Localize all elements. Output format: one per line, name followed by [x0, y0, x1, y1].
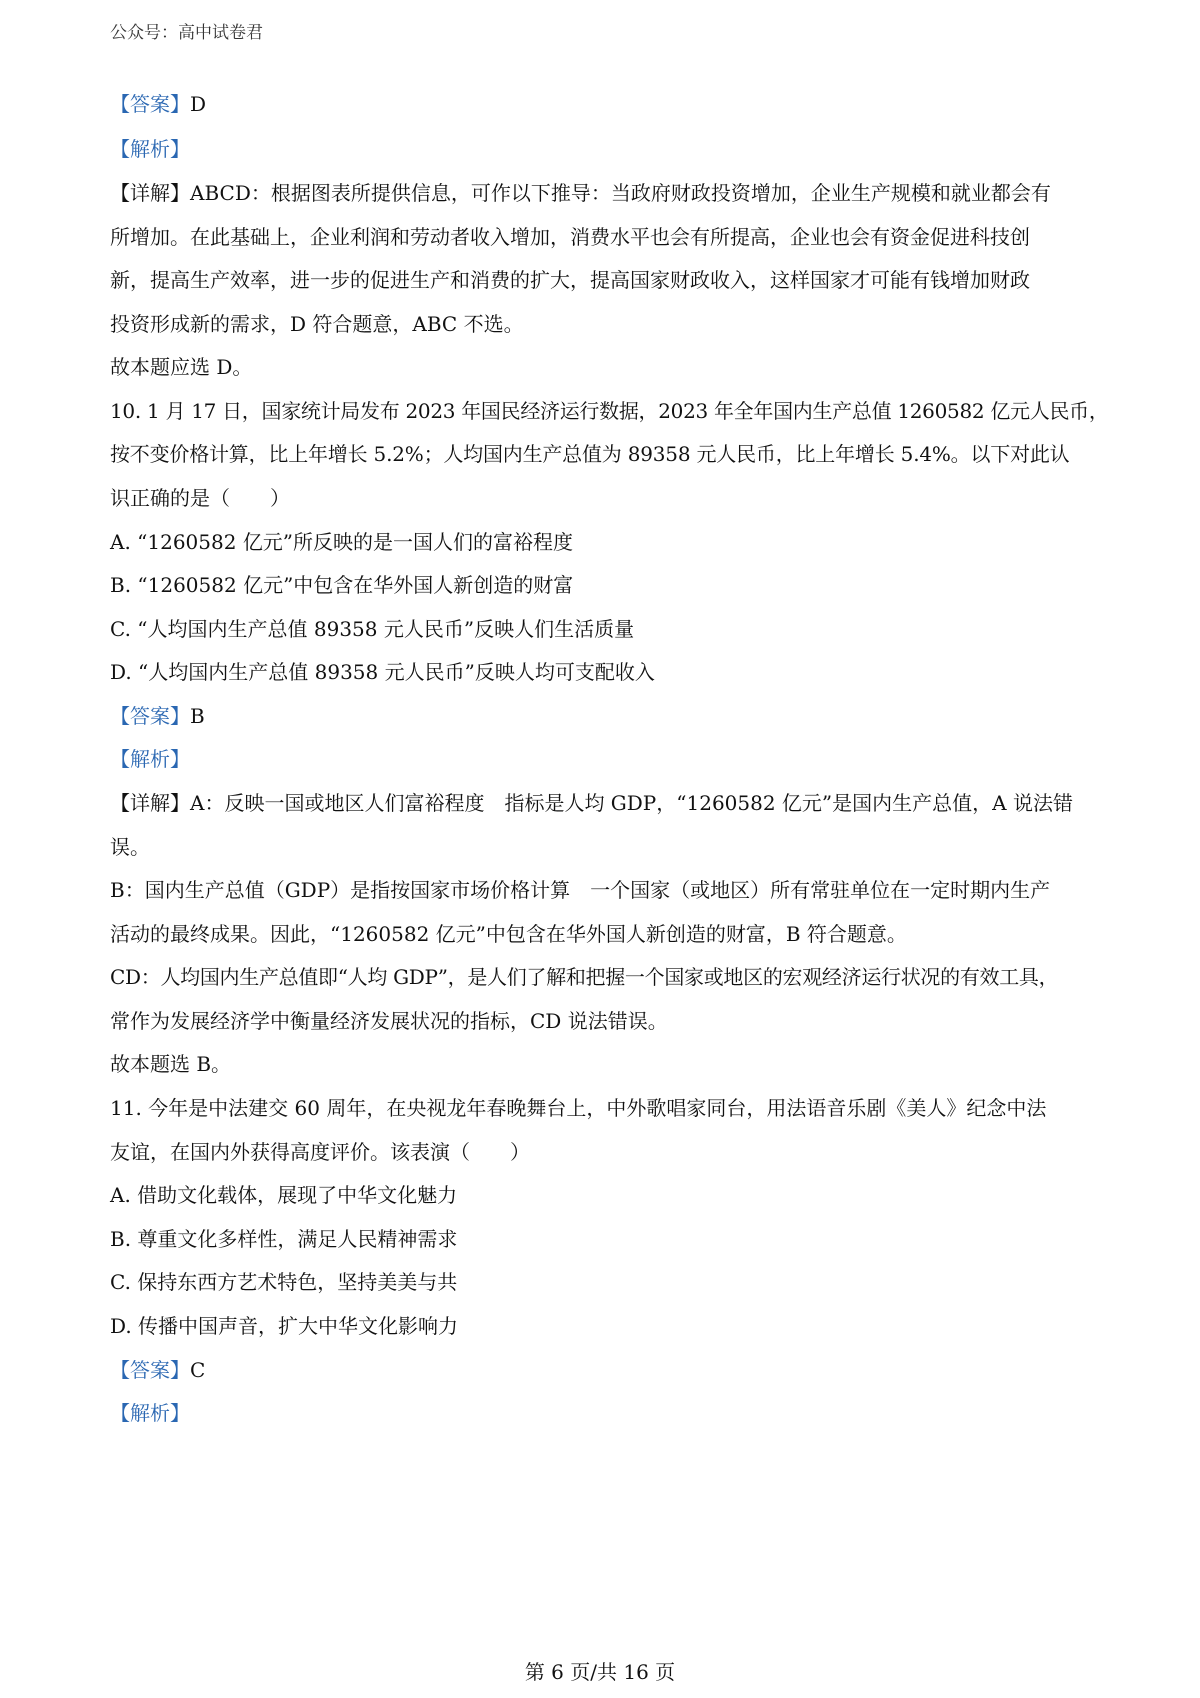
q9-conclusion: 故本题应选 D。 [110, 355, 253, 379]
detail-text: ABCD：根据图表所提供信息，可作以下推导：当政府财政投资增加，企业生产规模和就业都会有 [190, 181, 1051, 205]
q10-detail-line: CD：人均国内生产总值即“人均 GDP”，是人们了解和把握一个国家或地区的宏观经济运行状况的有效工具， [110, 965, 1059, 989]
q10-detail-line [110, 789, 1073, 817]
q9-detail-line: 投资形成新的需求，D 符合题意，ABC 不选。 [110, 312, 524, 336]
q9-detail-line [110, 179, 1051, 207]
answer-value: C [190, 1358, 206, 1382]
answer-tag: 【答案】 [110, 1358, 190, 1382]
q10-option-b: B. “1260582 亿元”中包含在华外国人新创造的财富 [110, 573, 574, 597]
q9-detail-line: 新，提高生产效率，进一步的促进生产和消费的扩大，提高国家财政收入，这样国家才可能有钱增加财政 [110, 268, 1030, 292]
q9-analysis-tag: 【解析】 [110, 137, 190, 161]
q10-option-d: D. “人均国内生产总值 89358 元人民币”反映人均可支配收入 [110, 660, 655, 684]
detail-tag: 【详解】 [110, 791, 190, 815]
q9-detail-line: 所增加。在此基础上，企业利润和劳动者收入增加，消费水平也会有所提高，企业也会有资金促进科技创 [110, 225, 1030, 249]
q9-answer-line [110, 90, 206, 118]
page-footer: 第 6 页/共 16 页 [524, 1660, 676, 1684]
q11-option-d: D. 传播中国声音，扩大中华文化影响力 [110, 1314, 459, 1338]
q10-stem-line: 10. 1 月 17 日，国家统计局发布 2023 年国民经济运行数据，2023 年全年国内生产总值 1260582 亿元人民币， [110, 399, 1109, 423]
q11-option-b: B. 尊重文化多样性，满足人民精神需求 [110, 1227, 458, 1251]
q10-stem-line: 按不变价格计算，比上年增长 5.2%；人均国内生产总值为 89358 元人民币，比上年增长 5.4%。以下对此认 [110, 442, 1070, 466]
q11-option-c: C. 保持东西方艺术特色，坚持美美与共 [110, 1270, 458, 1294]
q11-analysis-tag: 【解析】 [110, 1401, 190, 1425]
answer-value: D [190, 92, 207, 116]
q10-option-c: C. “人均国内生产总值 89358 元人民币”反映人们生活质量 [110, 617, 635, 641]
q10-detail-line: 常作为发展经济学中衡量经济发展状况的指标，CD 说法错误。 [110, 1009, 668, 1033]
q11-stem-line: 11. 今年是中法建交 60 周年，在央视龙年春晚舞台上，中外歌唱家同台，用法语音乐剧《美人》纪念中法 [110, 1096, 1047, 1120]
q10-detail-line: B：国内生产总值（GDP）是指按国家市场价格计算 一个国家（或地区）所有常驻单位在一定时期内生产 [110, 878, 1051, 902]
answer-value: B [190, 704, 205, 728]
page-header: 公众号：高中试卷君 [110, 23, 263, 43]
q11-answer-line [110, 1356, 205, 1384]
detail-tag: 【详解】 [110, 181, 190, 205]
q10-option-a: A. “1260582 亿元”所反映的是一国人们的富裕程度 [110, 530, 574, 554]
answer-tag: 【答案】 [110, 92, 190, 116]
q10-conclusion: 故本题选 B。 [110, 1052, 232, 1076]
answer-tag: 【答案】 [110, 704, 190, 728]
q11-option-a: A. 借助文化载体，展现了中华文化魅力 [110, 1183, 458, 1207]
q11-stem-line: 友谊，在国内外获得高度评价。该表演（ ） [110, 1140, 530, 1164]
detail-text: A：反映一国或地区人们富裕程度 指标是人均 GDP，“1260582 亿元”是国内生产总值，A 说法错 [190, 791, 1073, 815]
q10-detail-line: 误。 [110, 835, 150, 859]
q10-analysis-tag: 【解析】 [110, 747, 190, 771]
q10-detail-line: 活动的最终成果。因此，“1260582 亿元”中包含在华外国人新创造的财富，B 符合题意。 [110, 922, 907, 946]
q10-stem-line: 识正确的是（ ） [110, 486, 290, 510]
q10-answer-line [110, 702, 205, 730]
